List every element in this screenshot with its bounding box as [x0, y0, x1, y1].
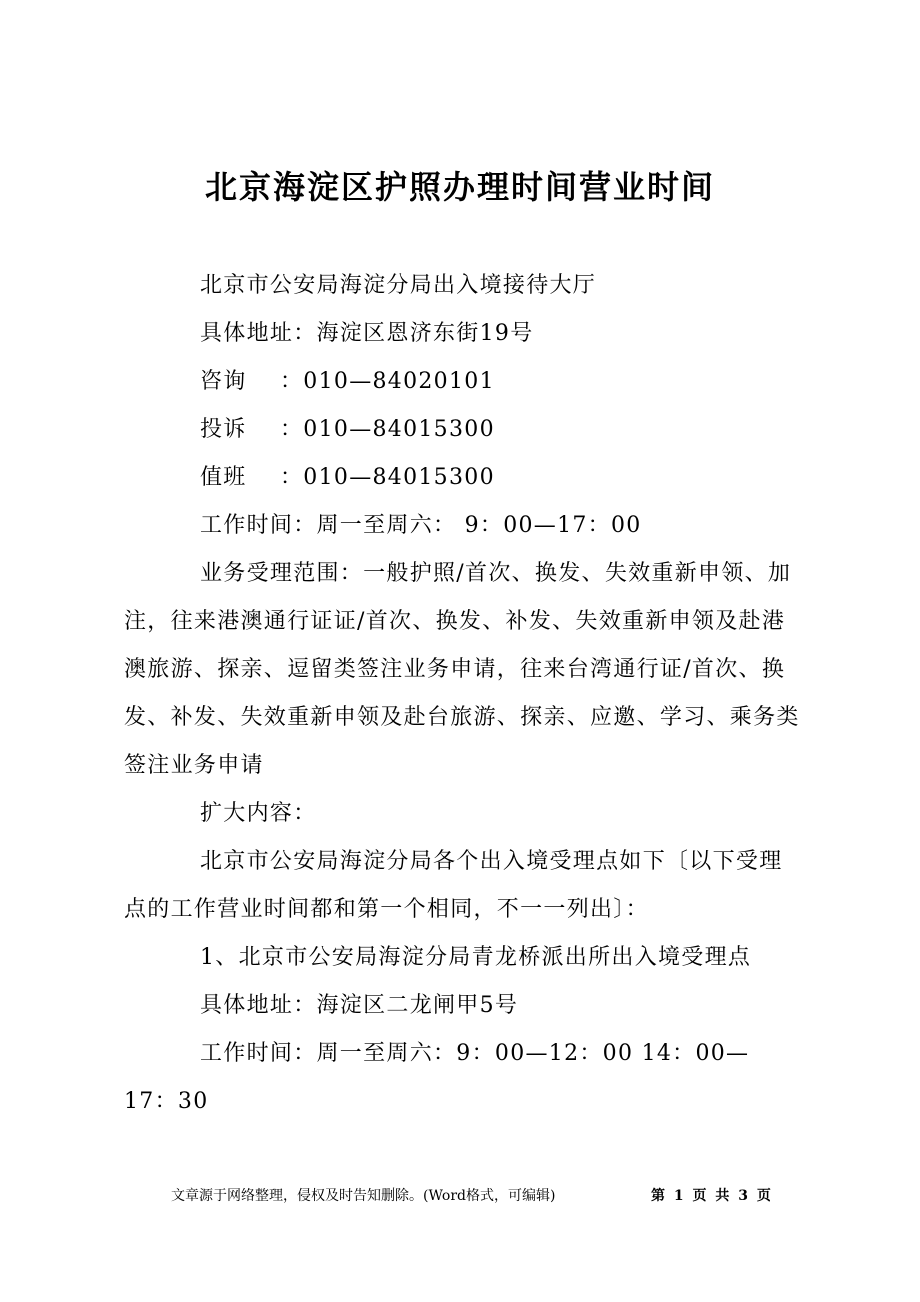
contact-value: ：010—84015300 [280, 465, 495, 490]
point1-name: 1、北京市公安局海淀分局青龙桥派出所出入境受理点 [200, 945, 752, 970]
page-number: 第 1 页 共 3 页 [651, 1188, 771, 1204]
contact-value: ：010—84020101 [280, 369, 495, 394]
point1-time-line2: 17：30 [124, 1089, 209, 1114]
contact-complaint [124, 406, 804, 454]
contact-label: 投诉 [200, 417, 247, 442]
expand-paragraph: 北京市公安局海淀分局各个出入境受理点如下〔以下受理点的工作营业时间都和第一个相同，不一一列出〕： [124, 849, 783, 922]
contact-duty [124, 454, 804, 502]
document-title: 北京海淀区护照办理时间营业时间 [204, 168, 715, 206]
document-body [124, 262, 804, 1126]
contact-label: 咨询 [200, 369, 247, 394]
scope-paragraph: 业务受理范围：一般护照/首次、换发、失效重新申领、加注，往来港澳通行证证/首次、换发、补发、失效重新申领及赴港澳旅游、探亲、逗留类签注业务申请，往来台湾通行证/首次、换发、补发、失效重新申领及赴台旅游、探亲、应邀、学习、乘务类签注业务申请 [124, 561, 800, 778]
contact-consult [124, 358, 804, 406]
contact-label: 值班 [200, 465, 247, 490]
footer-note: 文章源于网络整理，侵权及时告知删除。(Word格式，可编辑) [171, 1188, 556, 1204]
expand-heading: 扩大内容： [200, 801, 317, 826]
work-time-paragraph: 工作时间：周一至周六： 9：00—17：00 [200, 513, 642, 538]
address-paragraph: 具体地址：海淀区恩济东街19号 [200, 321, 534, 346]
intro-paragraph: 北京市公安局海淀分局出入境接待大厅 [200, 273, 597, 298]
contact-value: ：010—84015300 [280, 417, 495, 442]
point1-time-line1: 工作时间：周一至周六：9：00—12：00 14：00— [200, 1041, 750, 1066]
point1-address: 具体地址：海淀区二龙闸甲5号 [200, 993, 519, 1018]
